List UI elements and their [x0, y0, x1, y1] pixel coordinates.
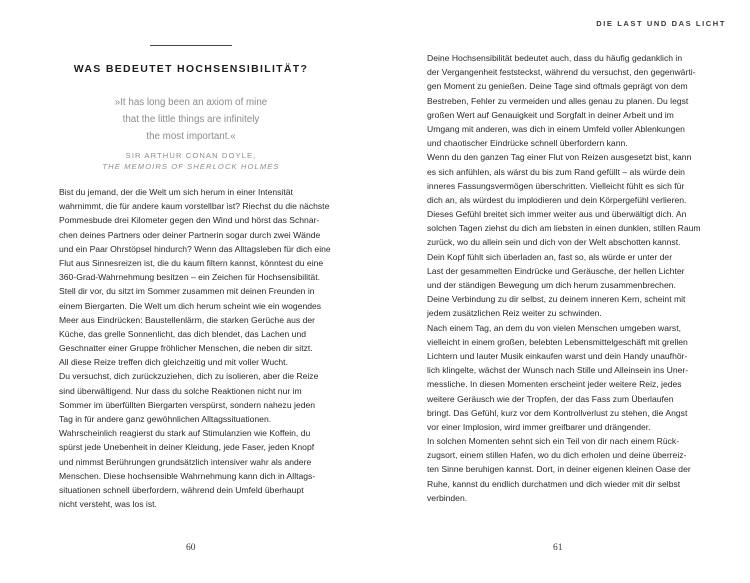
- text-line: und ein Paar Ohrstöpsel hindurch? Wenn das Alltagsleben für dich eine: [59, 243, 331, 254]
- heading-rule: [150, 45, 232, 46]
- text-line: situationen schnell überfordern, während dein Umfeld überhaupt: [59, 484, 304, 495]
- text-line: Flut aus Sinnesreizen ist, die du kaum filtern kannst, könntest du eine: [59, 257, 324, 268]
- text-line: All diese Reize treffen dich gleichzeitig und mit voller Wucht.: [59, 357, 288, 368]
- text-line: Nach einem Tag, an dem du von vielen Menschen umgeben warst,: [427, 322, 681, 333]
- text-line: Stell dir vor, du sitzt im Sommer zusammen mit deinen Freunden in: [59, 286, 315, 297]
- text-line: und nimmst Berührungen grundsätzlich intensiver wahr als andere: [59, 456, 312, 467]
- epigraph-line: »It has long been an axiom of mine: [114, 97, 268, 108]
- running-head: DIE LAST UND DAS LICHT: [596, 19, 726, 28]
- text-line: Du versuchst, dich zurückzuziehen, dich zu isolieren, aber die Reize: [59, 371, 319, 382]
- text-line: verbinden.: [427, 492, 468, 503]
- epigraph: [60, 94, 322, 145]
- page-number-left: 60: [186, 543, 196, 553]
- text-line: Dieses Gefühl breitet sich immer weiter aus und überwältigt dich. An: [427, 209, 687, 220]
- text-line: einem Biergarten. Die Welt um dich herum scheint wie ein wogendes: [59, 300, 322, 311]
- text-line: zugsort, einem stillen Hafen, wo du dich erholen und deine überreiz-: [427, 450, 687, 461]
- text-line: Geschnatter einer Gruppe fröhlicher Menschen, die neben dir sitzt.: [59, 343, 313, 354]
- text-line: Last der gesammelten Eindrücke und Geräusche, der hellen Lichter: [427, 265, 685, 276]
- text-line: Deine Verbindung zu dir selbst, zu deinem inneren Kern, scheint mit: [427, 294, 686, 305]
- attribution-author: SIR ARTHUR CONAN DOYLE,: [125, 151, 257, 160]
- text-line: Pommesbude drei Kilometer gegen den Wind und hörst das Schnar-: [59, 215, 320, 226]
- text-line: Sommer im überfüllten Biergarten verspürst, sondern nahezu jeden: [59, 399, 316, 410]
- text-line: sind überwältigend. Nur dass du solche Reaktionen nicht nur im: [59, 385, 302, 396]
- text-line: nicht versteht, was los ist.: [59, 499, 157, 510]
- epigraph-line: that the little things are infinitely: [122, 114, 260, 125]
- text-line: Menschen. Diese hochsensible Wahrnehmung kann dich in Alltags-: [59, 470, 316, 481]
- text-line: Küche, das grelle Sonnenlicht, das dich blendet, das Lachen und: [59, 328, 307, 339]
- text-line: Bestreben, Fehler zu vermeiden und alles genau zu planen. Du legst: [427, 95, 689, 106]
- page-number-right: 61: [553, 543, 563, 553]
- text-line: Tag in für andere ganz gewöhnlichen Alltagssituationen.: [59, 414, 272, 424]
- text-line: Lichtern und lauter Musik einkaufen warst und dein Handy unaufhör-: [427, 350, 688, 361]
- text-line: es sich anfühlen, als wärst du bis zum Rand gefüllt – als würde dein: [427, 166, 685, 177]
- text-line: bringt. Das Gefühl, kurz vor dem Kontrollverlust zu stehen, die Angst: [427, 407, 688, 418]
- epigraph-line: the most important.«: [146, 131, 236, 142]
- epigraph-attribution: [60, 150, 322, 172]
- text-line: messliche. In diesen Momenten erscheint jeder weitere Reiz, jedes: [427, 379, 682, 390]
- text-line: chen deines Partners oder deiner Partnerin sogar durch zwei Wände: [59, 229, 321, 240]
- text-line: Wahrscheinlich reagierst du stark auf Stimulanzien wie Koffein, du: [59, 428, 311, 439]
- text-line: der Vergangenheit feststeckst, während du versuchst, den gegenwärti-: [427, 67, 696, 78]
- text-line: großen Wert auf Genauigkeit und Sorgfalt in deiner Arbeit und im: [427, 109, 674, 120]
- text-line: und der ständigen Bewegung um dich herum zusammenbrechen.: [427, 280, 676, 290]
- text-line: Ruhe, kannst du endlich durchatmen und dich wieder mit dir selbst: [427, 478, 681, 489]
- text-line: vielleicht in einem großen, belebten Lebensmittelgeschäft mit grellen: [427, 336, 688, 347]
- text-line: spürst jede Unebenheit in deiner Kleidung, jede Faser, jeden Knopf: [59, 442, 315, 453]
- text-line: Meer aus Eindrücken: Baustellenlärm, die starken Gerüche aus der: [59, 314, 316, 325]
- text-line: Deine Hochsensibilität bedeutet auch, dass du häufig gedanklich in: [427, 53, 683, 63]
- text-line: Dein Kopf fühlt sich überladen an, fast so, als würde er unter der: [427, 251, 673, 262]
- text-line: jedem zusätzlichen Reiz weiter zu schwinden.: [427, 308, 602, 319]
- text-line: zurück, wo du allein sein und dich von der Welt abschotten kannst.: [427, 237, 681, 248]
- attribution-work: THE MEMOIRS OF SHERLOCK HOLMES: [102, 162, 280, 171]
- text-line: solchen Tagen ziehst du dich am liebsten in einen dunklen, stillen Raum: [427, 223, 701, 234]
- body-text-right: [427, 51, 707, 505]
- chapter-heading: WAS BEDEUTET HOCHSENSIBILITÄT?: [73, 63, 309, 75]
- text-line: und chaotischer Eindrücke schnell überfordern kann.: [427, 138, 628, 149]
- text-line: gen Moment zu genießen. Deine Tage sind oftmals geprägt von dem: [427, 81, 688, 92]
- text-line: Wenn du den ganzen Tag einer Flut von Reizen ausgesetzt bist, kann: [427, 152, 692, 163]
- text-line: weitere Geräusch wie der Tropfen, der das Fass zum Überlaufen: [427, 393, 674, 404]
- text-line: Umgang mit anderen, was dich in einem Umfeld voller Ablenkungen: [427, 123, 685, 134]
- text-line: wahrnimmt, die für andere kaum vorstellbar ist? Riechst du die nächste: [59, 201, 330, 212]
- text-line: In solchen Momenten sehnt sich ein Teil von dir nach einem Rück-: [427, 436, 680, 447]
- right-page: [375, 0, 750, 583]
- text-line: vor einer Implosion, wird immer greifbarer und drängender.: [427, 421, 651, 432]
- text-line: dich an, als würdest du implodieren und dein Körpergefühl verlieren.: [427, 194, 687, 205]
- text-line: lich klingelte, wächst der Wunsch nach Stille und Alleinsein ins Uner-: [427, 365, 689, 376]
- text-line: inneres Fassungsvermögen überschritten. Vielleicht fühlt es sich für: [427, 180, 685, 191]
- text-line: Bist du jemand, der die Welt um sich herum in einer Intensität: [59, 187, 293, 197]
- text-line: 360-Grad-Wahrnehmung besitzen – ein Zeichen für Hochsensibilität.: [59, 272, 320, 283]
- text-line: ten Sinne beruhigen kannst. Dort, in deiner eigenen kleinen Oase der: [427, 464, 691, 475]
- body-text-left: [59, 185, 331, 511]
